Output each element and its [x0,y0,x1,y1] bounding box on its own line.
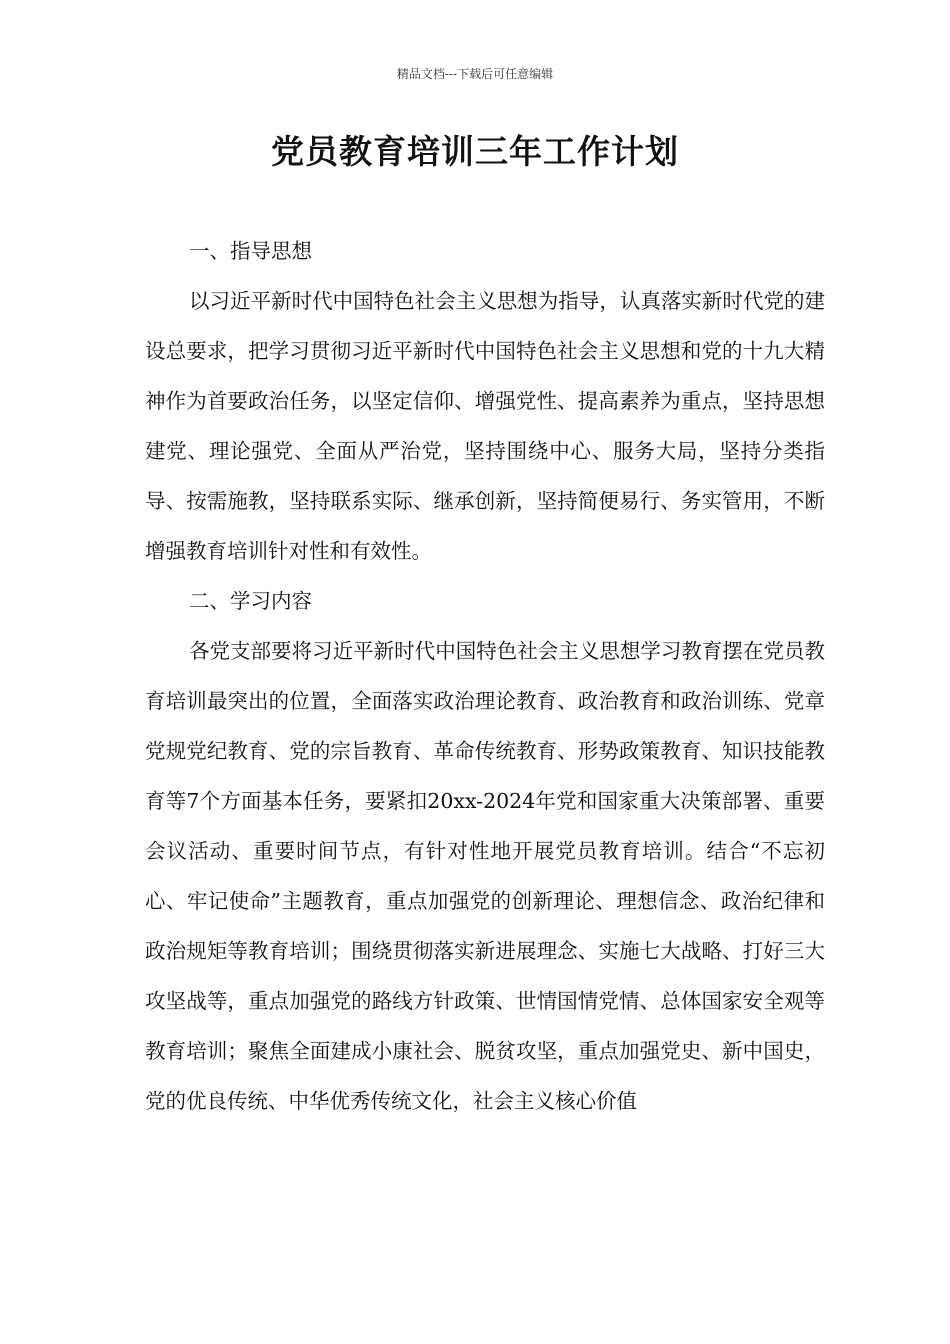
document-body [145,226,825,1126]
section-paragraph-study-content: 各党支部要将习近平新时代中国特色社会主义思想学习教育摆在党员教育培训最突出的位置，全面落实政治理论教育、政治教育和政治训练、党章党规党纪教育、党的宗旨教育、革命传统教育、形势政策教育、知识技能教育等7个方面基本任务，要紧扣20xx-2024年党和国家重大决策部署、重要会议活动、重要时间节点，有针对性地开展党员教育培训。结合“不忘初心、牢记使命”主题教育，重点加强党的创新理论、理想信念、政治纪律和政治规矩等教育培训；围绕贯彻落实新进展理念、实施七大战略、打好三大攻坚战等，重点加强党的路线方针政策、世情国情党情、总体国家安全观等教育培训；聚焦全面建成小康社会、脱贫攻坚，重点加强党史、新中国史，党的优良传统、中华优秀传统文化，社会主义核心价值 [145,639,825,1113]
section-heading-guiding-ideology: 一、指导思想 [189,239,312,263]
section-heading-study-content: 二、学习内容 [189,589,312,613]
document-title: 党员教育培训三年工作计划 [271,132,679,171]
header-note: 精品文档---下载后可任意编辑 [396,67,554,81]
section-paragraph-guiding-ideology: 以习近平新时代中国特色社会主义思想为指导，认真落实新时代党的建设总要求，把学习贯彻习近平新时代中国特色社会主义思想和党的十九大精神作为首要政治任务，以坚定信仰、增强党性、提高素养为重点，坚持思想建党、理论强党、全面从严治党，坚持围绕中心、服务大局，坚持分类指导、按需施教，坚持联系实际、继承创新，坚持简便易行、务实管用，不断增强教育培训针对性和有效性。 [145,289,825,563]
